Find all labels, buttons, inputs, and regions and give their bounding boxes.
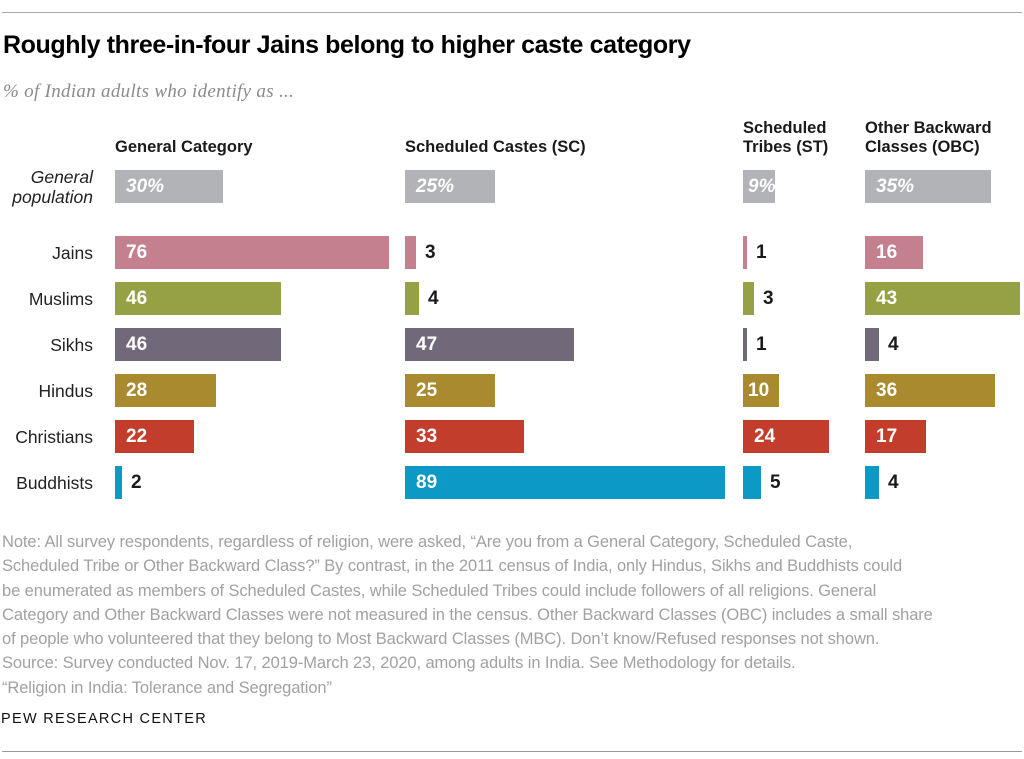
bar [865, 170, 991, 203]
row-label: Hindus [38, 380, 93, 401]
note-line: Note: All survey respondents, regardless of religion, were asked, “Are you from a General Category, Scheduled Caste, [2, 533, 853, 551]
bar-value: 89 [416, 471, 438, 493]
bar-value: 5 [770, 471, 781, 493]
bar [865, 420, 926, 453]
bar [115, 236, 389, 269]
brand-wordmark: PEW RESEARCH CENTER [1, 711, 207, 727]
bar [743, 236, 747, 269]
chart-subtitle: % of Indian adults who identify as ... [3, 81, 295, 102]
column-header: Scheduled Castes (SC) [405, 138, 586, 156]
bar [405, 170, 495, 203]
row-label: General population [12, 166, 93, 207]
bar [115, 170, 223, 203]
bar [743, 466, 761, 499]
bottom-divider [2, 751, 1022, 752]
bar [865, 236, 923, 269]
bar-value: 4 [888, 333, 899, 355]
bar-value: 25% [416, 175, 455, 197]
note-line: of people who volunteered that they belong to Most Backward Classes (MBC). Don’t know/Refused responses not shown. [2, 630, 880, 649]
bar [743, 374, 779, 407]
row-label: Jains [52, 242, 93, 263]
bar-value: 76 [126, 241, 148, 263]
page-title: Roughly three-in-four Jains belong to higher caste category [3, 31, 691, 59]
bar [865, 466, 879, 499]
bar [865, 282, 1020, 315]
bar [743, 328, 747, 361]
bar-value: 4 [888, 471, 899, 493]
bar [865, 328, 879, 361]
bar-value: 46 [126, 333, 148, 355]
bar-value: 16 [876, 241, 898, 263]
bar-value: 25 [416, 379, 438, 401]
bar-value: 9% [748, 175, 776, 197]
bar [743, 420, 829, 453]
bar [743, 282, 754, 315]
bar-value: 22 [126, 425, 148, 447]
bar [115, 420, 194, 453]
bar [115, 282, 281, 315]
bar-value: 17 [876, 425, 898, 447]
column-header: Scheduled Tribes (ST) [743, 119, 829, 156]
bar [115, 328, 281, 361]
bar-value: 33 [416, 425, 438, 447]
bar [405, 466, 725, 499]
note-text [2, 530, 1020, 700]
note-line: Scheduled Tribe or Other Backward Class?” By contrast, in the 2011 census of India, only Hindus, Sikhs and Buddhists could [2, 557, 903, 576]
bar [405, 420, 524, 453]
row-label: Buddhists [16, 472, 93, 493]
column-header: Other Backward Classes (OBC) [865, 119, 992, 156]
bar [405, 328, 574, 361]
bar-value: 24 [754, 425, 776, 447]
bar [405, 236, 416, 269]
note-line: be enumerated as members of Scheduled Castes, while Scheduled Tribes could include followers of all religions. General [2, 581, 877, 600]
bar-value: 2 [131, 471, 142, 493]
bar-value: 30% [126, 175, 165, 197]
bar [865, 374, 995, 407]
column-header: General Category [115, 138, 253, 156]
row-label: Sikhs [50, 334, 93, 355]
bar-value: 1 [756, 333, 767, 355]
bar-value: 3 [425, 241, 436, 263]
note-line: “Religion in India: Tolerance and Segregation” [2, 678, 332, 697]
bar-value: 43 [876, 287, 898, 309]
bar-value: 36 [876, 379, 898, 401]
bar [743, 170, 775, 203]
bar [115, 466, 122, 499]
bar [115, 374, 216, 407]
note-line: Source: Survey conducted Nov. 17, 2019-March 23, 2020, among adults in India. See Methodology for details. [2, 654, 796, 673]
bar-value: 1 [756, 241, 767, 263]
bar-value: 28 [126, 379, 148, 401]
bar [405, 282, 419, 315]
bar-value: 35% [876, 175, 915, 197]
bar-value: 10 [748, 379, 770, 401]
row-label: Christians [15, 426, 93, 447]
bar-value: 4 [428, 287, 439, 309]
bar-value: 46 [126, 287, 148, 309]
bar [405, 374, 495, 407]
row-label: Muslims [28, 288, 93, 309]
bar-value: 3 [763, 287, 774, 309]
note-line: Category and Other Backward Classes were not measured in the census. Other Backward Classes (OBC) includes a small share [2, 605, 933, 624]
bar-value: 47 [416, 333, 438, 355]
